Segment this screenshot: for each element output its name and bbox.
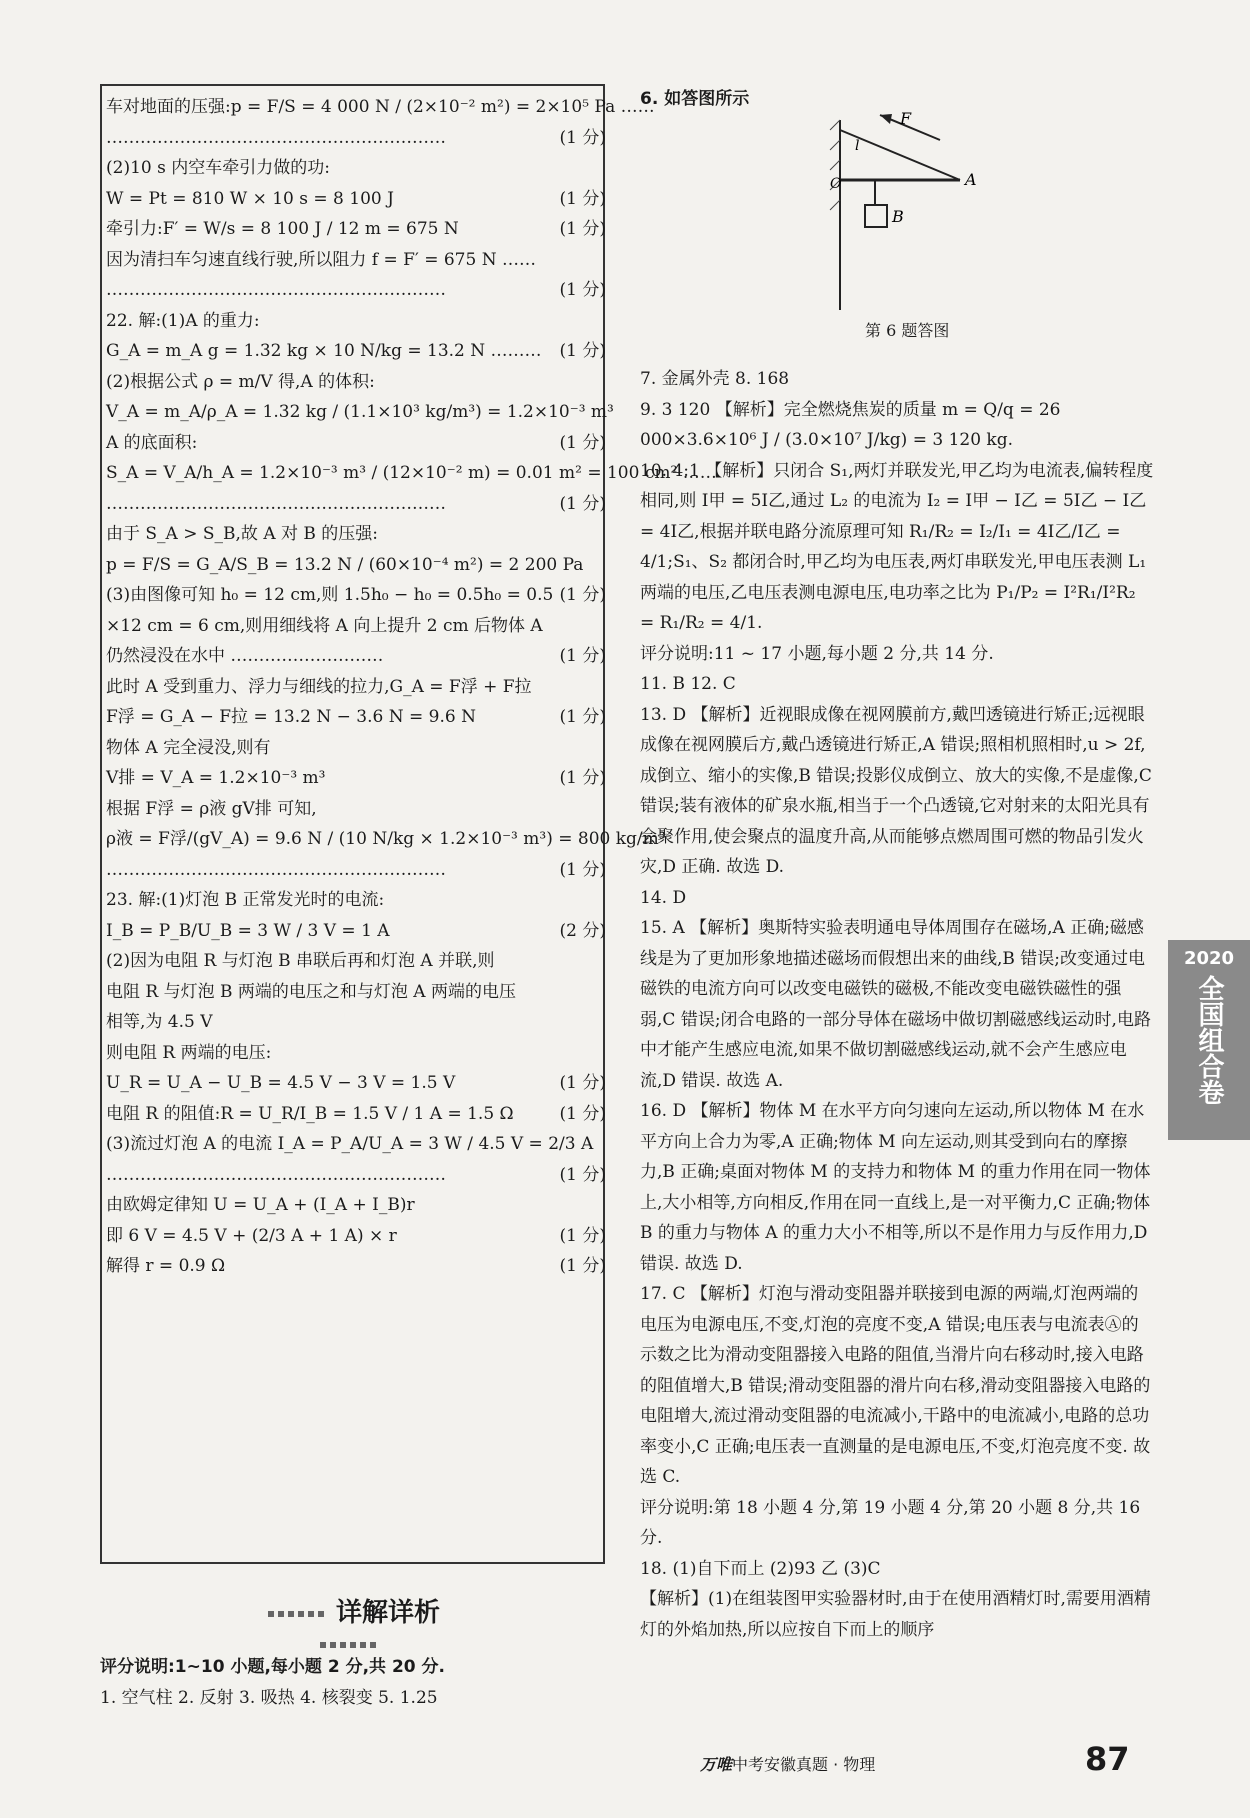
label-F: F	[900, 109, 912, 128]
answers-1-5: 1. 空气柱 2. 反射 3. 吸热 4. 核裂变 5. 1.25	[100, 1687, 438, 1708]
answer-line: 则电阻 R 两端的电压:	[106, 1042, 272, 1063]
answer-line: (3)由图像可知 h₀ = 12 cm,则 1.5h₀ − h₀ = 0.5h₀ = 0.5	[106, 585, 554, 605]
answer-paragraph: 13. D 【解析】近视眼成像在视网膜前方,戴凹透镜进行矫正;远视眼成像在视网膜后方,戴凸透镜进行矫正,A 错误;照相机照相时,u > 2f,成倒立、缩小的实像,B 错误;投影仪成倒立、放大的实像,不是虚像,C 错误;装有液体的矿泉水瓶,相当于一个凸透镜,它对射来的太阳光具有会聚作用,使会聚点的温度升高,从而能够点燃周围可燃的物品引发火灾,D 正确. 故选 D.	[640, 704, 1152, 877]
answer-line: F浮 = G_A − F拉 = 13.2 N − 3.6 N = 9.6 N (1 分)	[106, 707, 606, 727]
section-title: 详解详析	[230, 1592, 470, 1632]
figure-caption: 第 6 题答图	[865, 321, 950, 340]
answer-line: 解得 r = 0.9 Ω (1 分)	[106, 1256, 606, 1276]
answer-paragraph: 9. 3 120 【解析】完全燃烧焦炭的质量 m = Q/q = 26 000×3.6×10⁶ J / (3.0×10⁷ J/kg) = 3 120 kg.	[640, 399, 1061, 450]
answer-line: 电阻 R 的阻值:R = U_R/I_B = 1.5 V / 1 A = 1.5 Ω (1 分)	[106, 1103, 606, 1124]
q6-line: 6. 如答图所示	[640, 89, 750, 109]
q6-figure	[820, 110, 1020, 350]
score-note: 评分说明:1~10 小题,每小题 2 分,共 20 分.	[100, 1657, 445, 1677]
answer-line: …………………………………………………… (1 分)	[106, 127, 606, 148]
answer-line: (2)10 s 内空车牵引力做的功:	[106, 158, 330, 178]
answer-line: (2)根据公式 ρ = m/V 得,A 的体积:	[106, 371, 375, 392]
answer-line: (3)流过灯泡 A 的电流 I_A = P_A/U_A = 3 W / 4.5 V = 2/3 A	[106, 1134, 594, 1154]
label-A: A	[965, 170, 977, 189]
answer-paragraph: 【解析】(1)在组装图甲实验器材时,由于在使用酒精灯时,需要用酒精灯的外焰加热,所以应按自下而上的顺序	[640, 1589, 1151, 1640]
answer-line: V排 = V_A = 1.2×10⁻³ m³ (1 分)	[106, 768, 606, 788]
answer-paragraph: 17. C 【解析】灯泡与滑动变阻器并联接到电源的两端,灯泡两端的电压为电源电压,不变,灯泡的亮度不变,A 错误;电压表与电流表Ⓐ的示数之比为滑动变阻器接入电路的阻值,当滑片向右移动时,接入电路的阻值增大,B 错误;滑动变阻器的滑片向右移,滑动变阻器接入电路的电阻增大,流过滑动变阻器的电流减小,干路中的电流减小,电路的总功率变小,C 正确;电压表一直测量的是电源电压,不变,灯泡亮度不变. 故选 C.	[640, 1284, 1151, 1487]
answer-line: 物体 A 完全浸没,则有	[106, 737, 271, 758]
answer-line: 22. 解:(1)A 的重力:	[106, 310, 260, 331]
bottom-left	[100, 1650, 610, 1711]
answer-line: 因为清扫车匀速直线行驶,所以阻力 f = F′ = 675 N ……	[106, 249, 536, 270]
answer-paragraph: 15. A 【解析】奥斯特实验表明通电导体周围存在磁场,A 正确;磁感线是为了更加形象地描述磁场而假想出来的曲线,B 错误;改变通过电磁铁的电流方向可以改变电磁铁的磁极,不能改变电磁铁磁性的强弱,C 错误;闭合电路的一部分导体在磁场中做切割磁感线运动时,电路中才能产生感应电流,如果不做切割磁感线运动,就不会产生感应电流,D 错误. 故选 A.	[640, 918, 1151, 1091]
label-l: l	[855, 138, 860, 154]
answer-line: p = F/S = G_A/S_B = 13.2 N / (60×10⁻⁴ m²) = 2 200 Pa (1 分)	[106, 554, 606, 605]
answer-line: 即 6 V = 4.5 V + (2/3 A + 1 A) × r (1 分)	[106, 1225, 606, 1246]
answer-paragraph: 18. (1)自下而上 (2)93 乙 (3)C	[640, 1558, 881, 1579]
answer-line: ×12 cm = 6 cm,则用细线将 A 向上提升 2 cm 后物体 A	[106, 615, 543, 636]
answer-line: 仍然浸没在水中 ……………………… (1 分)	[106, 646, 606, 666]
answer-line: 由欧姆定律知 U = U_A + (I_A + I_B)r	[106, 1195, 415, 1215]
answer-paragraph: 10. 4:1 【解析】只闭合 S₁,两灯并联发光,甲乙均为电流表,偏转程度相同,则 I甲 = 5I乙,通过 L₂ 的电流为 I₂ = I甲 − I乙 = 5I乙 − I乙 = 4I乙,根据并联电路分流原理可知 R₁/R₂ = I₂/I₁ = 4I乙/I乙 = 4/1;S₁、S₂ 都闭合时,甲乙均为电压表,两灯串联发光,甲电压表测 L₁ 两端的电压,乙电压表测电源电压,电功率之比为 P₁/P₂ = I²R₁/I²R₂ = R₁/R₂ = 4/1.	[640, 460, 1154, 633]
answer-line: S_A = V_A/h_A = 1.2×10⁻³ m³ / (12×10⁻² m) = 0.01 m² = 100 cm² ……	[106, 463, 717, 483]
answer-line: 由于 S_A > S_B,故 A 对 B 的压强:	[106, 524, 379, 544]
answer-paragraph: 评分说明:11 ~ 17 小题,每小题 2 分,共 14 分.	[640, 643, 994, 664]
answer-line: (2)因为电阻 R 与灯泡 B 串联后再和灯泡 A 并联,则	[106, 951, 495, 971]
answer-line: …………………………………………………… (1 分)	[106, 280, 606, 300]
answer-line: A 的底面积:	[106, 432, 198, 453]
answer-line: G_A = m_A g = 1.32 kg × 10 N/kg = 13.2 N ……… (1 分)	[106, 341, 606, 361]
answer-paragraph: 评分说明:第 18 小题 4 分,第 19 小题 4 分,第 20 小题 8 分,共 16 分.	[640, 1497, 1141, 1548]
answer-line: 23. 解:(1)灯泡 B 正常发光时的电流:	[106, 890, 385, 910]
answer-line: …………………………………………………… (1 分)	[106, 859, 606, 880]
answer-line: U_R = U_A − U_B = 4.5 V − 3 V = 1.5 V (1 分)	[106, 1073, 606, 1093]
answer-line: V_A = m_A/ρ_A = 1.32 kg / (1.1×10³ kg/m³) = 1.2×10⁻³ m³ (1 分)	[106, 402, 614, 453]
answer-paragraph: 16. D 【解析】物体 M 在水平方向匀速向左运动,所以物体 M 在水平方向上合力为零,A 正确;物体 M 向左运动,则其受到向右的摩擦力,B 正确;桌面对物体 M 的支持力和物体 M 的重力作用在同一物体上,大小相等,方向相反,作用在同一直线上,是一对平衡力,C 正确;物体 B 的重力与物体 A 的重力大小不相等,所以不是作用力与反作用力,D 错误. 故选 D.	[640, 1101, 1151, 1274]
answer-paragraph: 11. B 12. C	[640, 674, 736, 694]
side-tab: 2020 全国组合卷	[1168, 940, 1250, 1140]
right-paragraphs	[640, 364, 1155, 1645]
label-O: O	[830, 176, 842, 192]
answer-line: 牵引力:F′ = W/s = 8 100 J / 12 m = 675 N (1 分)	[106, 219, 606, 239]
answer-line: W = Pt = 810 W × 10 s = 8 100 J (1 分)	[106, 188, 606, 209]
answer-paragraph: 7. 金属外壳 8. 168	[640, 369, 790, 389]
footer: 万唯中考安徽真题 · 物理	[700, 1755, 876, 1774]
answer-line: 根据 F浮 = ρ液 gV排 可知,	[106, 798, 317, 819]
answer-line: …………………………………………………… (1 分)	[106, 1164, 606, 1185]
answer-line: …………………………………………………… (1 分)	[106, 493, 606, 514]
answer-line: I_B = P_B/U_B = 3 W / 3 V = 1 A (2 分)	[106, 920, 606, 941]
answer-line: 相等,为 4.5 V	[106, 1012, 213, 1032]
answer-line: 此时 A 受到重力、浮力与细线的拉力,G_A = F浮 + F拉	[106, 676, 532, 697]
page-number: 87	[1085, 1740, 1130, 1778]
answer-line: ρ液 = F浮/(gV_A) = 9.6 N / (10 N/kg × 1.2×10⁻³ m³) = 800 kg/m³	[106, 829, 666, 849]
answer-line: 车对地面的压强:p = F/S = 4 000 N / (2×10⁻² m²) = 2×10⁵ Pa ……	[106, 97, 655, 117]
answer-line: 电阻 R 与灯泡 B 两端的电压之和与灯泡 A 两端的电压	[106, 981, 516, 1002]
label-B: B	[892, 207, 904, 226]
answer-paragraph: 14. D	[640, 887, 687, 908]
